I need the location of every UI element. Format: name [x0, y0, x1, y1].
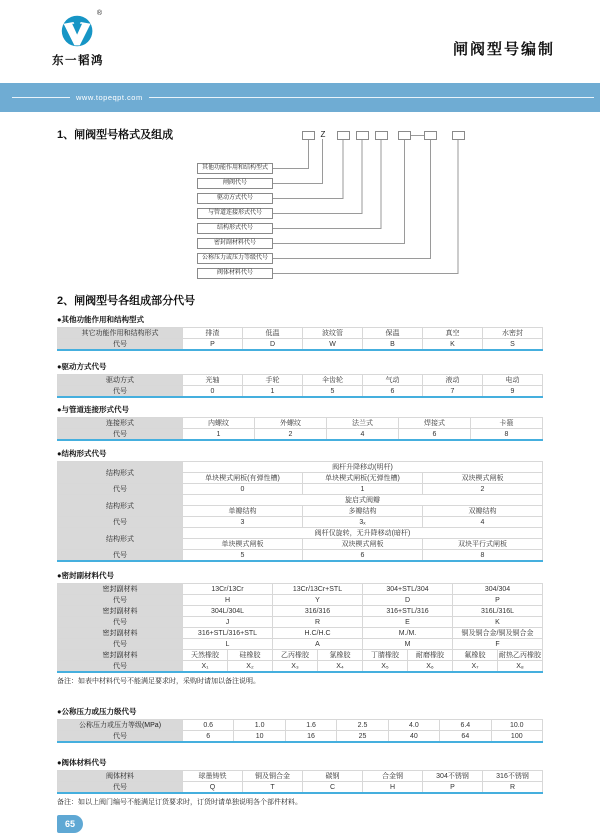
row-label-cell: 代号 — [58, 339, 183, 351]
table-cell: D — [243, 339, 303, 351]
connector-lines — [0, 120, 600, 292]
table-cell: 316/316 — [273, 606, 363, 617]
table-cell: H.C/H.C — [273, 628, 363, 639]
heading-pressure: ●公称压力或压力级代号 — [57, 707, 137, 716]
heading-body-material: ●阀体材料代号 — [57, 758, 107, 767]
table-cell: M./M. — [363, 628, 453, 639]
connection-table — [57, 417, 543, 441]
table-cell: 液动 — [423, 375, 483, 386]
table-cell: 7 — [423, 386, 483, 398]
table-cell: 6.4 — [440, 720, 491, 731]
block-seal-material — [0, 570, 600, 686]
table-cell: 内螺纹 — [183, 418, 255, 429]
table-cell: T — [243, 782, 303, 794]
section1-title: 1、闸阀型号格式及组成 — [57, 129, 174, 141]
table-cell: 5 — [183, 550, 303, 562]
row-label-cell: 密封副材料 — [58, 584, 183, 595]
block-body-material — [0, 757, 600, 807]
table-cell: 40 — [388, 731, 439, 743]
table-cell: 真空 — [423, 328, 483, 339]
table-cell: 单块楔式闸板(有弹性槽) — [183, 473, 303, 484]
table-cell: 8 — [423, 550, 543, 562]
table-cell: 碳钢 — [303, 771, 363, 782]
table-cell: P — [423, 782, 483, 794]
table-cell: X₁ — [183, 661, 228, 673]
row-label-cell: 驱动方式 — [58, 375, 183, 386]
row-label-cell: 连接形式 — [58, 418, 183, 429]
row-label-cell: 阀体材料 — [58, 771, 183, 782]
table-cell: 硅橡胶 — [228, 650, 273, 661]
table-cell: 6 — [183, 731, 234, 743]
table-cell: 100 — [491, 731, 542, 743]
heading-other-function: ●其他功能作用和结构型式 — [57, 315, 145, 324]
brand-name: 东一韬鸿 — [52, 55, 104, 67]
registered-trademark: ® — [96, 10, 102, 17]
table-cell: P — [183, 339, 243, 351]
model-box-5 — [398, 131, 411, 140]
model-letter-z: Z — [320, 130, 326, 139]
other-function-table — [57, 327, 543, 351]
table-cell: C — [303, 782, 363, 794]
table-cell: 4 — [423, 517, 543, 528]
table-cell: 2.5 — [337, 720, 388, 731]
table-cell: 旋启式阀瓣 — [183, 495, 543, 506]
table-cell: 卡箍 — [471, 418, 543, 429]
page-number-badge: 65 — [57, 815, 83, 833]
row-label-cell: 代号 — [58, 661, 183, 673]
table-cell: 伞齿轮 — [303, 375, 363, 386]
table-cell: X₆ — [408, 661, 453, 673]
table-cell: 双块平行式闸板 — [423, 539, 543, 550]
table-cell: 光轴 — [183, 375, 243, 386]
table-cell: E — [363, 617, 453, 628]
diagram-label-body-material: 阀体材料代号 — [197, 268, 273, 279]
model-box-6 — [424, 131, 437, 140]
band-divider-right — [149, 97, 594, 98]
block-pressure — [0, 706, 600, 743]
table-cell: 10.0 — [491, 720, 542, 731]
table-cell: 丁腈橡胶 — [363, 650, 408, 661]
model-box-7 — [452, 131, 465, 140]
diagram-label-other-function: 其他功能作用和结构型式 — [197, 163, 273, 174]
table-cell: 0 — [183, 484, 303, 495]
section2 — [0, 292, 600, 833]
table-cell: 304不锈钢 — [423, 771, 483, 782]
body-material-note: 备注：如以上阀门编号不能满足订货要求时，订货时请单独说明各个部件材料。 — [57, 799, 302, 806]
row-label-cell: 其它功能作用和结构形式 — [58, 328, 183, 339]
model-format-diagram — [0, 120, 600, 292]
table-cell: 2 — [423, 484, 543, 495]
brand-logo — [46, 12, 110, 68]
table-cell: 耐磨橡胶 — [408, 650, 453, 661]
table-cell: 6 — [363, 386, 423, 398]
row-label-cell: 代号 — [58, 550, 183, 562]
row-label-cell: 结构形式 — [58, 528, 183, 550]
table-cell: 水密封 — [483, 328, 543, 339]
row-label-cell: 密封副材料 — [58, 650, 183, 661]
row-label-cell: 密封副材料 — [58, 606, 183, 617]
table-cell: 合金钢 — [363, 771, 423, 782]
seal-material-note: 备注：如表中材料代号不能满足要求时，采购时请加以备注说明。 — [57, 678, 260, 685]
table-cell: 316+STL/316+STL — [183, 628, 273, 639]
table-cell: 1.0 — [234, 720, 285, 731]
table-cell: 乙丙橡胶 — [273, 650, 318, 661]
table-cell: 铜及铜合金/铜及铜合金 — [453, 628, 543, 639]
table-cell: P — [453, 595, 543, 606]
table-cell: 13Cr/13Cr+STL — [273, 584, 363, 595]
header-band — [0, 83, 600, 112]
model-box-4 — [375, 131, 388, 140]
table-cell: X₄ — [318, 661, 363, 673]
block-drive-mode — [0, 361, 600, 398]
table-cell: 3 — [183, 517, 303, 528]
table-cell: 9 — [483, 386, 543, 398]
table-cell: 外螺纹 — [255, 418, 327, 429]
heading-structure: ●结构形式代号 — [57, 449, 107, 458]
table-cell: L — [183, 639, 273, 650]
drive-mode-table — [57, 374, 543, 398]
diagram-label-drive-mode: 驱动方式代号 — [197, 193, 273, 204]
table-cell: 0 — [183, 386, 243, 398]
table-cell: 手轮 — [243, 375, 303, 386]
table-cell: 阀杆升降移动(明杆) — [183, 462, 543, 473]
table-cell: R — [273, 617, 363, 628]
table-cell: K — [453, 617, 543, 628]
table-cell: 1 — [303, 484, 423, 495]
table-cell: 64 — [440, 731, 491, 743]
table-cell: 3ₓ — [303, 517, 423, 528]
table-cell: 单块楔式闸板 — [183, 539, 303, 550]
table-cell: M — [363, 639, 453, 650]
logo-icon — [60, 12, 96, 50]
table-cell: 法兰式 — [327, 418, 399, 429]
row-label-cell: 代号 — [58, 731, 183, 743]
row-label-cell: 代号 — [58, 595, 183, 606]
table-cell: Y — [273, 595, 363, 606]
row-label-cell: 代号 — [58, 517, 183, 528]
diagram-label-valve-code: 闸阀代号 — [197, 178, 273, 189]
table-cell: 双块楔式闸板 — [303, 539, 423, 550]
table-cell: 1 — [183, 429, 255, 441]
table-cell: 双块楔式闸板 — [423, 473, 543, 484]
table-cell: 316+STL/316 — [363, 606, 453, 617]
structure-table — [57, 461, 543, 562]
row-label-cell: 代号 — [58, 484, 183, 495]
table-cell: 6 — [303, 550, 423, 562]
table-cell: 阀杆仅旋转，无升降移动(暗杆) — [183, 528, 543, 539]
table-cell: 16 — [285, 731, 336, 743]
table-cell: 单瓣结构 — [183, 506, 303, 517]
table-cell: J — [183, 617, 273, 628]
body-material-table — [57, 770, 543, 794]
table-cell: B — [363, 339, 423, 351]
table-cell: X₂ — [228, 661, 273, 673]
section2-title: 2、闸阀型号各组成部分代号 — [57, 295, 196, 307]
table-cell: 氯橡胶 — [318, 650, 363, 661]
heading-drive-mode: ●驱动方式代号 — [57, 362, 107, 371]
table-cell: 304L/304L — [183, 606, 273, 617]
table-cell: 氟橡胶 — [453, 650, 498, 661]
table-cell: 304/304 — [453, 584, 543, 595]
table-cell: 4 — [327, 429, 399, 441]
table-cell: D — [363, 595, 453, 606]
block-other-function — [0, 314, 600, 351]
table-cell: 10 — [234, 731, 285, 743]
table-cell: K — [423, 339, 483, 351]
diagram-label-pressure: 公称压力或压力等级代号 — [197, 253, 273, 264]
table-cell: X₈ — [498, 661, 543, 673]
row-label-cell: 公称压力或压力等级(MPa) — [58, 720, 183, 731]
diagram-label-structure: 结构形式代号 — [197, 223, 273, 234]
block-connection — [0, 404, 600, 441]
row-label-cell: 代号 — [58, 386, 183, 398]
table-cell: 铜及铜合金 — [243, 771, 303, 782]
row-label-cell: 代号 — [58, 617, 183, 628]
pressure-table — [57, 719, 543, 743]
row-label-cell: 代号 — [58, 782, 183, 794]
website-link[interactable]: www.topeqpt.com — [76, 93, 143, 102]
model-box-2 — [337, 131, 350, 140]
table-cell: 1.6 — [285, 720, 336, 731]
table-cell: 8 — [471, 429, 543, 441]
heading-seal-material: ●密封副材料代号 — [57, 571, 115, 580]
table-cell: 316不锈钢 — [483, 771, 543, 782]
table-cell: 波纹管 — [303, 328, 363, 339]
table-cell: 球墨铸铁 — [183, 771, 243, 782]
model-box-1 — [302, 131, 315, 140]
table-cell: H — [363, 782, 423, 794]
table-cell: 13Cr/13Cr — [183, 584, 273, 595]
table-cell: F — [453, 639, 543, 650]
table-cell: S — [483, 339, 543, 351]
table-cell: R — [483, 782, 543, 794]
table-cell: 焊接式 — [399, 418, 471, 429]
table-cell: 2 — [255, 429, 327, 441]
table-cell: 排渣 — [183, 328, 243, 339]
table-cell: 1 — [243, 386, 303, 398]
table-cell: 4.0 — [388, 720, 439, 731]
table-cell: 304+STL/304 — [363, 584, 453, 595]
seal-material-table — [57, 583, 543, 673]
model-box-3 — [356, 131, 369, 140]
row-label-cell: 结构形式 — [58, 462, 183, 484]
table-cell: 5 — [303, 386, 363, 398]
heading-connection: ●与管道连接形式代号 — [57, 405, 130, 414]
row-label-cell: 代号 — [58, 639, 183, 650]
diagram-label-seal-material: 密封副材料代号 — [197, 238, 273, 249]
table-cell: 双瓣结构 — [423, 506, 543, 517]
table-cell: A — [273, 639, 363, 650]
table-cell: 多瓣结构 — [303, 506, 423, 517]
table-cell: 单块楔式闸板(无弹性槽) — [303, 473, 423, 484]
table-cell: 天然橡胶 — [183, 650, 228, 661]
table-cell: 316L/316L — [453, 606, 543, 617]
table-cell: H — [183, 595, 273, 606]
table-cell: 电动 — [483, 375, 543, 386]
band-divider-left — [12, 97, 70, 98]
table-cell: 6 — [399, 429, 471, 441]
table-cell: 25 — [337, 731, 388, 743]
table-cell: W — [303, 339, 363, 351]
table-cell: 耐热乙丙橡胶 — [498, 650, 543, 661]
row-label-cell: 密封副材料 — [58, 628, 183, 639]
table-cell: 保温 — [363, 328, 423, 339]
table-cell: 低温 — [243, 328, 303, 339]
diagram-label-connection: 与管道连接形式代号 — [197, 208, 273, 219]
table-cell: 气动 — [363, 375, 423, 386]
table-cell: 0.6 — [183, 720, 234, 731]
table-cell: Q — [183, 782, 243, 794]
table-cell: X₅ — [363, 661, 408, 673]
page-title: 闸阀型号编制 — [452, 41, 555, 58]
block-structure — [0, 448, 600, 562]
row-label-cell: 代号 — [58, 429, 183, 441]
table-cell: X₇ — [453, 661, 498, 673]
table-cell: X₃ — [273, 661, 318, 673]
row-label-cell: 结构形式 — [58, 495, 183, 517]
